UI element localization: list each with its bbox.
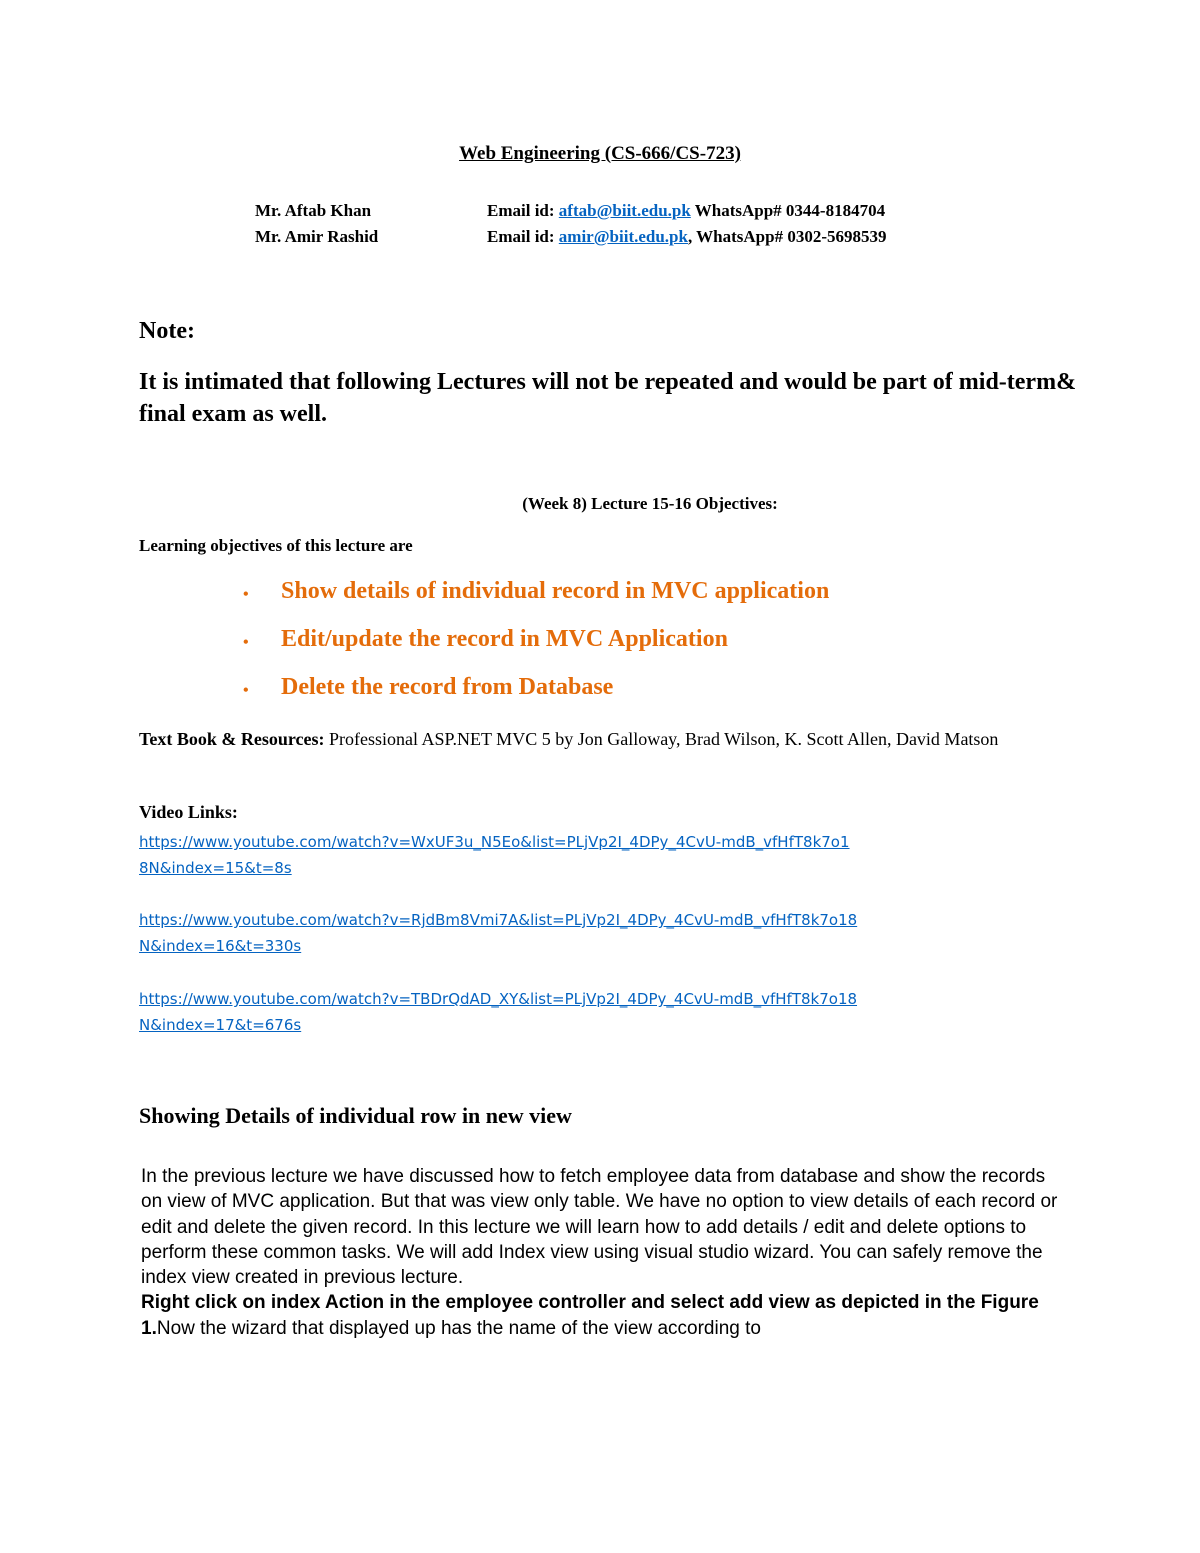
- email-link[interactable]: amir@biit.edu.pk: [558, 227, 688, 246]
- email-label: Email id:: [487, 201, 555, 220]
- instructor-name: Mr. Amir Rashid: [255, 227, 379, 246]
- video-link[interactable]: https://www.youtube.com/watch?v=TBDrQdAD_XY&list=PLjVp2I_4DPy_4CvU-mdB_vfHfT8k7o18N&index=17&t=676s: [139, 990, 858, 1034]
- objective-item: [243, 626, 829, 674]
- body-instruction: Right click on index Action in the employee controller and select add view as depicted in the Figure 1.: [141, 1292, 1039, 1339]
- objective-text: Edit/update the record in MVC Application: [281, 626, 728, 652]
- whatsapp-number: WhatsApp# 0344-8184704: [694, 201, 886, 220]
- bullet-icon: •: [243, 634, 249, 651]
- note-text: It is intimated that following Lectures will not be repeated and would be part of mid-term& final exam as well.: [139, 369, 1077, 427]
- textbook-paragraph: [139, 726, 1119, 752]
- email-separator: ,: [687, 227, 693, 246]
- video-link[interactable]: https://www.youtube.com/watch?v=WxUF3u_N5Eo&list=PLjVp2I_4DPy_4CvU-mdB_vfHfT8k7o18N&index=15&t=8s: [139, 833, 850, 877]
- email-link[interactable]: aftab@biit.edu.pk: [558, 201, 691, 220]
- objective-text: Delete the record from Database: [281, 674, 614, 700]
- whatsapp-number: WhatsApp# 0302-5698539: [696, 227, 887, 246]
- instructor-contact: [487, 227, 887, 247]
- objective-item: [243, 674, 829, 722]
- video-links-heading: Video Links:: [139, 802, 238, 822]
- note-heading: Note:: [139, 318, 195, 344]
- section-heading: Showing Details of individual row in new view: [139, 1103, 572, 1128]
- textbook-label: Text Book & Resources:: [139, 729, 325, 749]
- course-title: Web Engineering (CS-666/CS-723): [459, 143, 741, 164]
- body-paragraph: [141, 1164, 1071, 1341]
- body-text: In the previous lecture we have discussed how to fetch employee data from database and show the records on view of MVC application. But that was view only table. We have no option to view details of each record or edit and delete the given record. In this lecture we will learn how to add details / edit and delete options to perform these common tasks. We will add Index view using visual studio wizard. You can safely remove the index view created in previous lecture.: [141, 1166, 1058, 1289]
- week-title: (Week 8) Lecture 15-16 Objectives:: [522, 494, 778, 513]
- body-continuation: Now the wizard that displayed up has the name of the view according to: [156, 1317, 761, 1339]
- objective-item: [243, 578, 829, 626]
- instructor-name: Mr. Aftab Khan: [255, 201, 372, 220]
- bullet-icon: •: [243, 682, 249, 699]
- bullet-icon: •: [243, 586, 249, 603]
- objectives-list: [243, 578, 829, 722]
- objective-text: Show details of individual record in MVC application: [281, 578, 830, 604]
- textbook-value: Professional ASP.NET MVC 5 by Jon Galloway, Brad Wilson, K. Scott Allen, David Matson: [329, 729, 999, 749]
- instructor-contact: [487, 201, 885, 221]
- video-link[interactable]: https://www.youtube.com/watch?v=RjdBm8Vmi7A&list=PLjVp2I_4DPy_4CvU-mdB_vfHfT8k7o18N&index=16&t=330s: [139, 911, 858, 955]
- email-label: Email id:: [487, 227, 555, 246]
- objectives-intro: Learning objectives of this lecture are: [139, 536, 413, 555]
